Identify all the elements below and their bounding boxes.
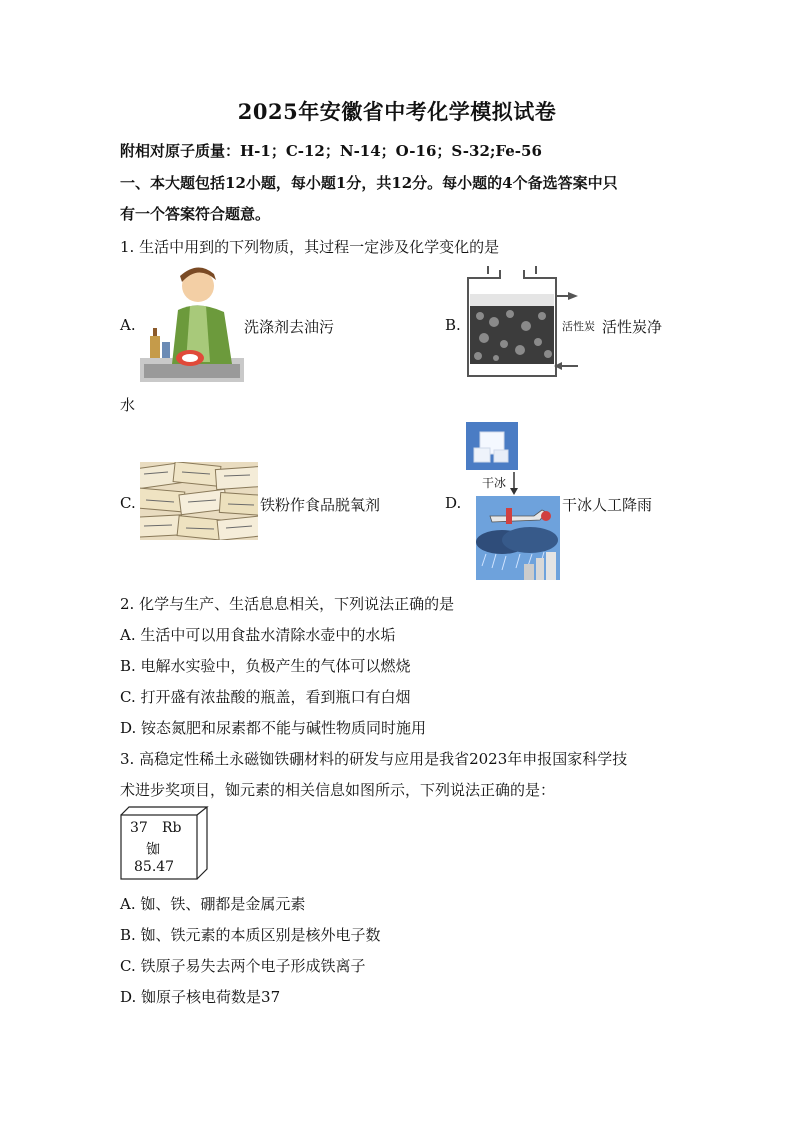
dry-ice-label: 干冰 bbox=[482, 476, 507, 490]
dry-ice-image bbox=[466, 422, 518, 470]
q3-option-d: D. 铷原子核电荷数是37 bbox=[120, 988, 281, 1006]
q1-c-text: 铁粉作食品脱氧剂 bbox=[260, 496, 381, 514]
section-heading-line1: 一、本大题包括12小题，每小题1分，共12分。每小题的4个备选答案中只 bbox=[120, 174, 618, 192]
element-atomic-mass: 85.47 bbox=[134, 859, 175, 875]
artificial-rain-image bbox=[476, 496, 560, 580]
section-heading-line2: 有一个答案符合题意。 bbox=[120, 205, 271, 223]
washing-dishes-image bbox=[140, 266, 244, 382]
q3-stem-line2: 术进步奖项目，铷元素的相关信息如图所示，下列说法正确的是： bbox=[120, 781, 556, 799]
page-title: 2025年安徽省中考化学模拟试卷 bbox=[237, 99, 557, 124]
q1-b-text: 活性炭净 bbox=[602, 318, 663, 336]
carbon-label: 活性炭 bbox=[562, 320, 595, 333]
q1-b-letter: B. bbox=[445, 316, 461, 334]
q1-a-letter: A. bbox=[120, 316, 136, 334]
element-card-rubidium bbox=[120, 806, 210, 880]
atomic-masses: 附相对原子质量：H-1；C-12；N-14；O-16；S-32;Fe-56 bbox=[120, 142, 542, 160]
oxygen-absorber-packets-image bbox=[140, 462, 258, 540]
element-name: 铷 bbox=[146, 842, 160, 858]
element-atomic-number: 37 bbox=[130, 820, 148, 836]
q1-stem: 1. 生活中用到的下列物质，其过程一定涉及化学变化的是 bbox=[120, 238, 500, 256]
q2-option-c: C. 打开盛有浓盐酸的瓶盖，看到瓶口有白烟 bbox=[120, 688, 411, 706]
q2-option-b: B. 电解水实验中，负极产生的气体可以燃烧 bbox=[120, 657, 411, 675]
element-symbol: Rb bbox=[162, 820, 182, 836]
q2-stem: 2. 化学与生产、生活息息相关，下列说法正确的是 bbox=[120, 595, 455, 613]
q3-option-b: B. 铷、铁元素的本质区别是核外电子数 bbox=[120, 926, 381, 944]
q1-b-wrap: 水 bbox=[120, 396, 136, 414]
down-arrow-icon bbox=[508, 472, 520, 496]
q3-stem-line1: 3. 高稳定性稀土永磁铷铁硼材料的研发与应用是我省2023年申报国家科学技 bbox=[120, 750, 628, 768]
q1-c-letter: C. bbox=[120, 494, 136, 512]
q1-a-text: 洗涤剂去油污 bbox=[244, 318, 335, 336]
q3-option-c: C. 铁原子易失去两个电子形成铁离子 bbox=[120, 957, 366, 975]
q3-option-a: A. 铷、铁、硼都是金属元素 bbox=[120, 895, 306, 913]
q2-option-d: D. 铵态氮肥和尿素都不能与碱性物质同时施用 bbox=[120, 719, 427, 737]
q2-option-a: A. 生活中可以用食盐水清除水壶中的水垢 bbox=[120, 626, 396, 644]
q1-d-text: 干冰人工降雨 bbox=[562, 496, 653, 514]
q1-d-letter: D. bbox=[445, 494, 462, 512]
